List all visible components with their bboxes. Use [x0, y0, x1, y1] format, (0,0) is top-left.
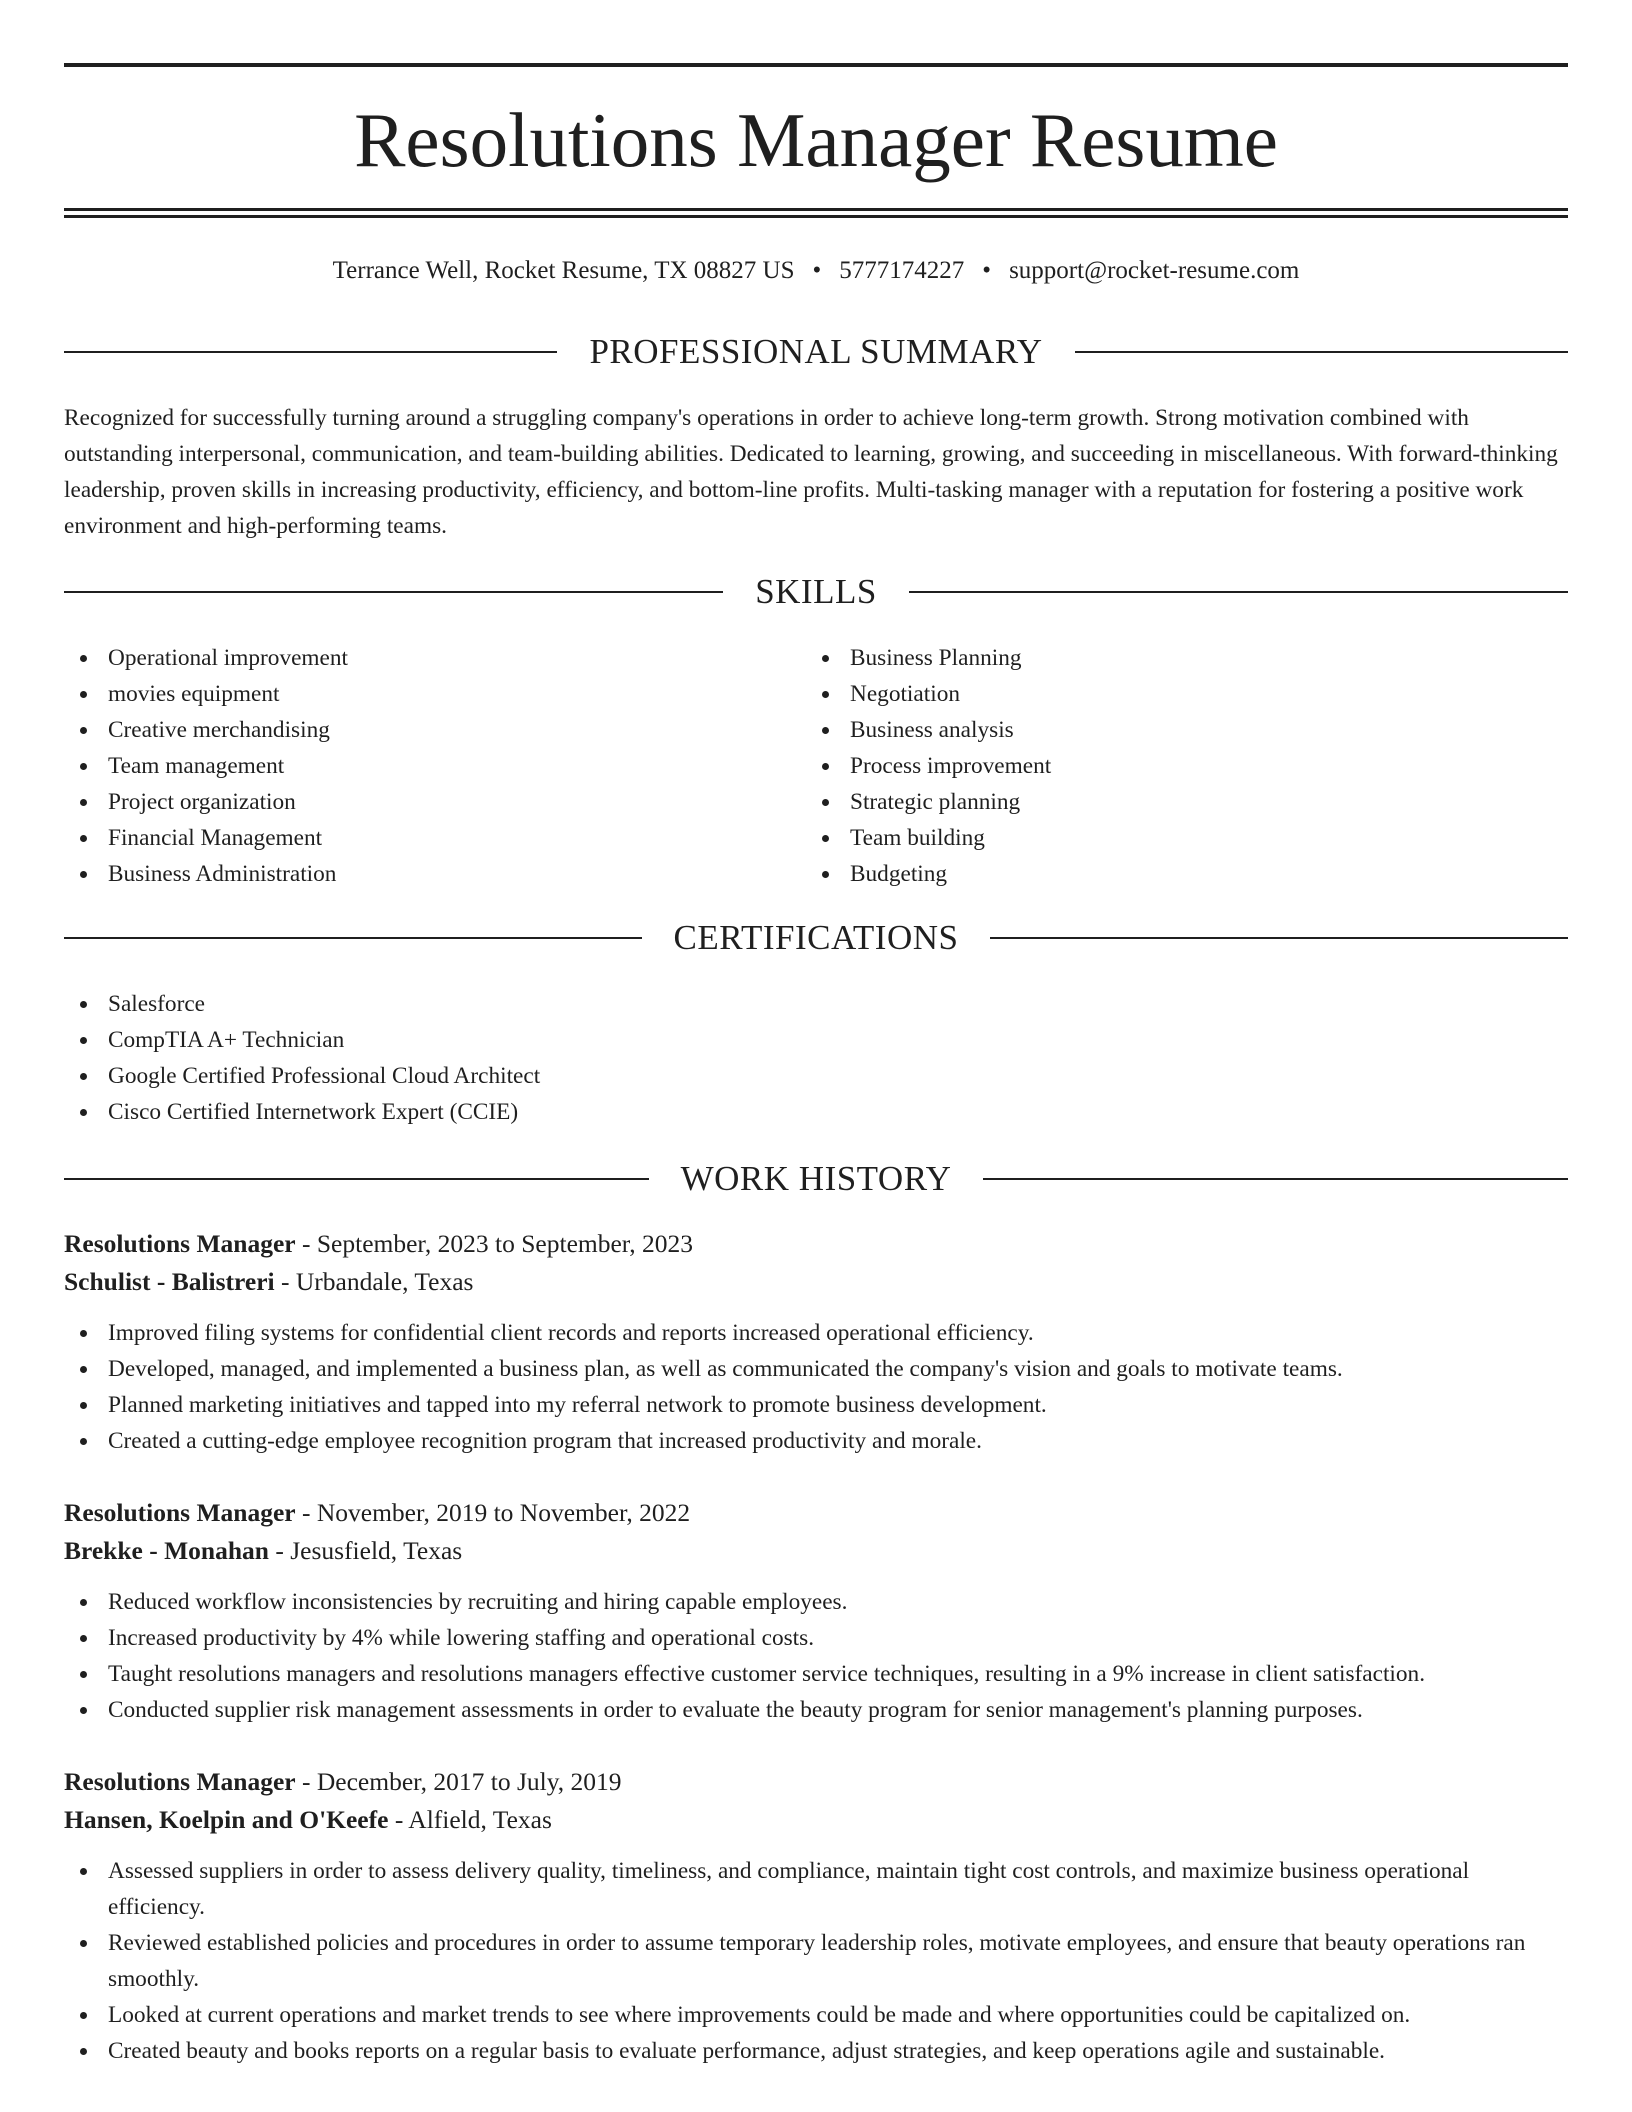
job-title: Resolutions Manager	[64, 1229, 296, 1258]
job-bullet: Created beauty and books reports on a regular basis to evaluate performance, adjust strategies, and keep operations agile and sustainable.	[64, 2033, 1568, 2069]
skill-item: Creative merchandising	[64, 712, 804, 748]
certification-item: Salesforce	[64, 986, 1568, 1022]
job-bullet: Reduced workflow inconsistencies by recruiting and hiring capable employees.	[64, 1584, 1568, 1620]
contact-email: support@rocket-resume.com	[1009, 257, 1300, 284]
resume-title: Resolutions Manager Resume	[354, 97, 1278, 183]
job-bullet: Conducted supplier risk management assessments in order to evaluate the beauty program for senior management's planning purposes.	[64, 1692, 1568, 1728]
heading-rule	[909, 591, 1568, 593]
job-title: Resolutions Manager	[64, 1498, 296, 1527]
job-company: Brekke - Monahan	[64, 1536, 269, 1565]
skill-item: Negotiation	[806, 676, 1546, 712]
job-company-line	[64, 1532, 1568, 1570]
skill-item: Budgeting	[806, 856, 1546, 892]
summary-text: Recognized for successfully turning around a struggling company's operations in order to achieve long-term growth. Strong motivation combined with outstanding interpersonal, communication, and team-building abilities. Dedicated to learning, growing, and succeeding in miscellaneous. With forward-thinking leadership, proven skills in increasing productivity, efficiency, and bottom-line profits. Multi-tasking manager with a reputation for fostering a positive work environment and high-performing teams.	[64, 405, 1558, 539]
section-heading-label: PROFESSIONAL SUMMARY	[589, 332, 1043, 371]
skill-item: Project organization	[64, 784, 804, 820]
job-company-line	[64, 1801, 1568, 1839]
job-bullets	[64, 1315, 1568, 1459]
job-entry	[64, 1763, 1568, 2069]
job-bullets	[64, 1584, 1568, 1728]
heading-rule	[64, 937, 642, 939]
job-bullet: Taught resolutions managers and resolutions managers effective customer service techniques, resulting in a 9% increase in client satisfaction.	[64, 1656, 1568, 1692]
top-rule	[64, 63, 1568, 67]
certification-item: Google Certified Professional Cloud Architect	[64, 1058, 1568, 1094]
job-title-line	[64, 1225, 1568, 1263]
job-location: - Urbandale, Texas	[274, 1267, 474, 1296]
section-heading-certifications	[64, 917, 1568, 959]
contact-separator: •	[812, 257, 822, 284]
contact-address: Terrance Well, Rocket Resume, TX 08827 US	[332, 257, 795, 284]
heading-rule	[64, 1178, 649, 1180]
job-dates: - December, 2017 to July, 2019	[295, 1767, 622, 1796]
section-heading-label: CERTIFICATIONS	[673, 918, 959, 957]
job-title-line	[64, 1494, 1568, 1532]
job-bullet: Planned marketing initiatives and tapped into my referral network to promote business development.	[64, 1387, 1568, 1423]
heading-rule	[64, 591, 723, 593]
job-dates: - November, 2019 to November, 2022	[295, 1498, 691, 1527]
skills-list-right	[806, 640, 1546, 892]
job-location: - Jesusfield, Texas	[268, 1536, 463, 1565]
skill-item: Business Administration	[64, 856, 804, 892]
section-heading-label: WORK HISTORY	[680, 1159, 952, 1198]
job-bullet: Created a cutting-edge employee recognition program that increased productivity and morale.	[64, 1423, 1568, 1459]
job-entry	[64, 1225, 1568, 1459]
certification-item: Cisco Certified Internetwork Expert (CCIE)	[64, 1094, 1568, 1130]
contact-line	[64, 255, 1568, 287]
section-heading-work-history	[64, 1158, 1568, 1200]
skill-item: Team building	[806, 820, 1546, 856]
skills-list-left	[64, 640, 804, 892]
job-company: Hansen, Koelpin and O'Keefe	[64, 1805, 389, 1834]
skill-item: Financial Management	[64, 820, 804, 856]
job-bullet: Developed, managed, and implemented a business plan, as well as communicated the company's vision and goals to motivate teams.	[64, 1351, 1568, 1387]
skill-item: Process improvement	[806, 748, 1546, 784]
job-bullet: Assessed suppliers in order to assess delivery quality, timeliness, and compliance, maintain tight cost controls, and maximize business operational efficiency.	[64, 1853, 1568, 1925]
heading-rule	[990, 937, 1568, 939]
contact-phone: 5777174227	[839, 257, 965, 284]
section-heading-label: SKILLS	[755, 572, 877, 611]
skill-item: Strategic planning	[806, 784, 1546, 820]
certification-item: CompTIA A+ Technician	[64, 1022, 1568, 1058]
job-bullet: Improved filing systems for confidential client records and reports increased operational efficiency.	[64, 1315, 1568, 1351]
section-heading-summary	[64, 331, 1568, 373]
job-title: Resolutions Manager	[64, 1767, 296, 1796]
section-heading-skills	[64, 571, 1568, 613]
skill-item: movies equipment	[64, 676, 804, 712]
skill-item: Business Planning	[806, 640, 1546, 676]
job-location: - Alfield, Texas	[388, 1805, 552, 1834]
title-double-rule	[64, 208, 1568, 218]
certifications-list	[64, 986, 1568, 1130]
heading-rule	[1075, 351, 1568, 353]
contact-separator: •	[982, 257, 992, 284]
job-bullets	[64, 1853, 1568, 2069]
job-company-line	[64, 1263, 1568, 1301]
heading-rule	[983, 1178, 1568, 1180]
job-entry	[64, 1494, 1568, 1728]
heading-rule	[64, 351, 557, 353]
skill-item: Operational improvement	[64, 640, 804, 676]
job-dates: - September, 2023 to September, 2023	[295, 1229, 694, 1258]
job-bullet: Increased productivity by 4% while lowering staffing and operational costs.	[64, 1620, 1568, 1656]
job-company: Schulist - Balistreri	[64, 1267, 275, 1296]
job-bullet: Looked at current operations and market trends to see where improvements could be made and where opportunities could be capitalized on.	[64, 1997, 1568, 2033]
skill-item: Business analysis	[806, 712, 1546, 748]
job-bullet: Reviewed established policies and procedures in order to assume temporary leadership roles, motivate employees, and ensure that beauty operations ran smoothly.	[64, 1925, 1568, 1997]
job-title-line	[64, 1763, 1568, 1801]
skill-item: Team management	[64, 748, 804, 784]
